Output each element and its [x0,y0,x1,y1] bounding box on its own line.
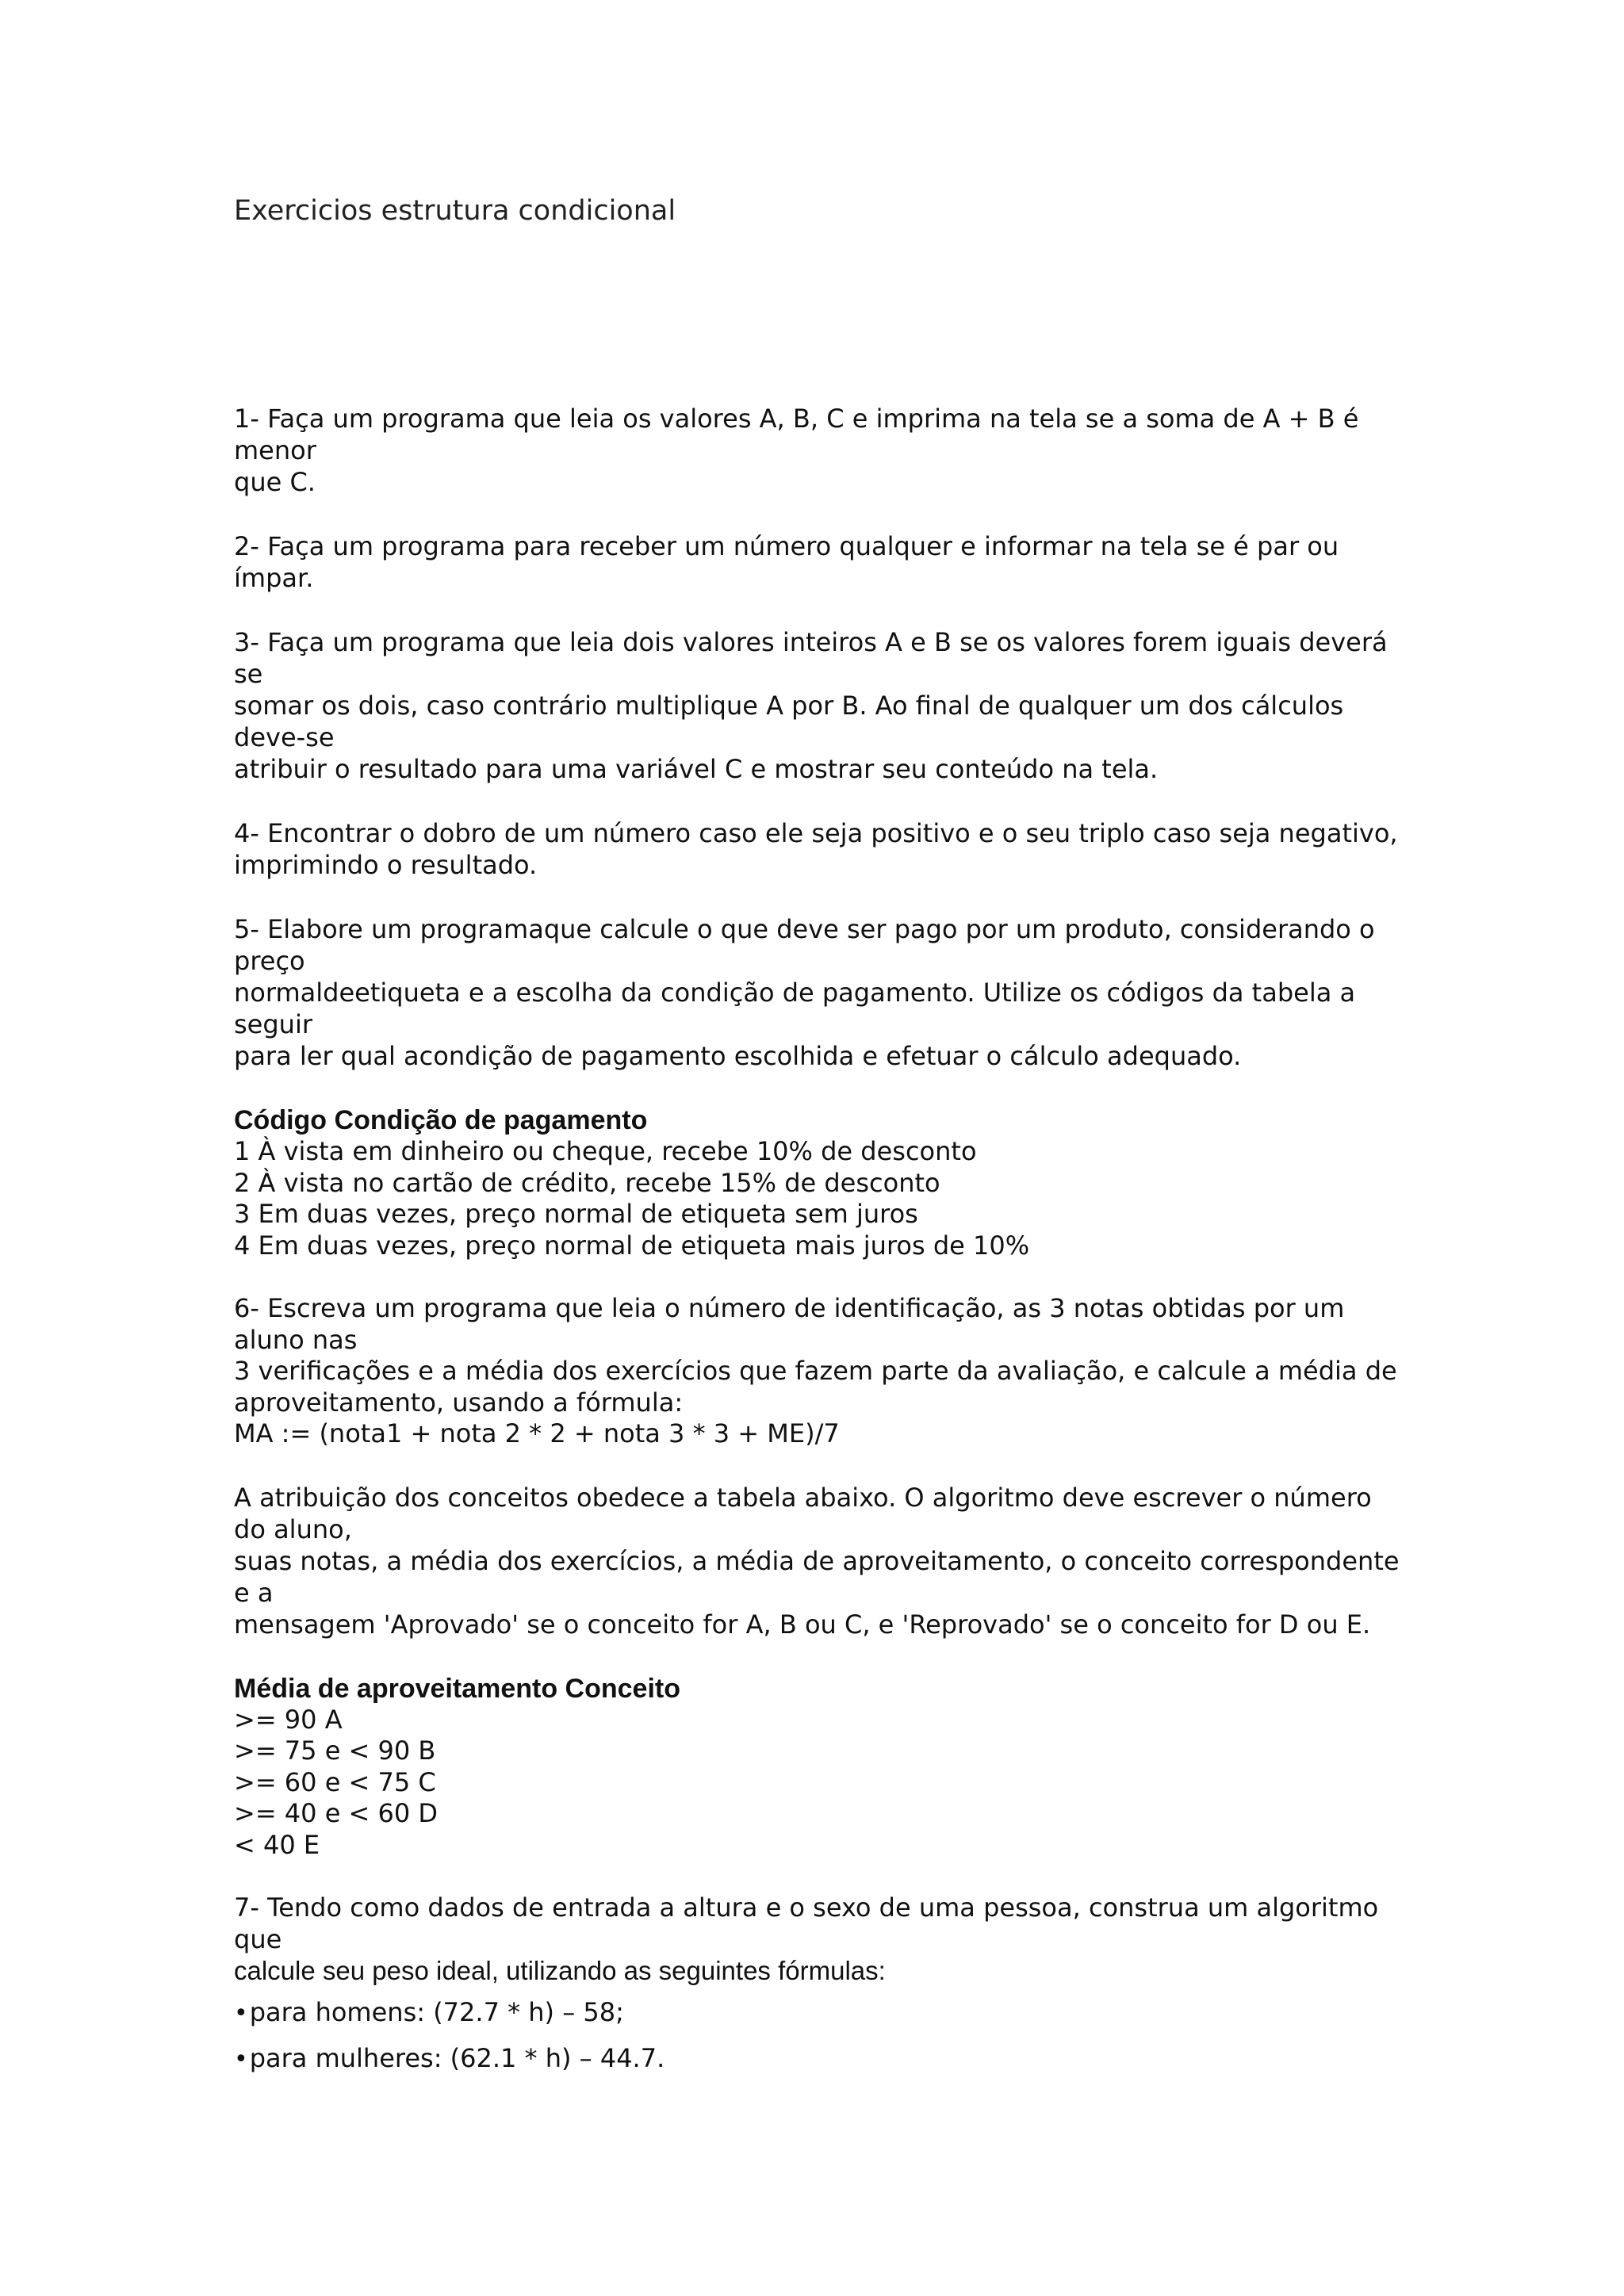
grade-table-row: >= 40 e < 60 D [234,1798,439,1828]
exercise-4: 4- Encontrar o dobro de um número caso ele seja positivo e o seu triplo caso seja negativo, imprimindo o resultado. [234,818,1398,880]
exercise-6 [234,1293,1408,1450]
exercise-6-formula: MA := (nota1 + nota 2 * 2 + nota 3 * 3 + ME)/7 [234,1418,840,1448]
exercise-7-line: 7- Tendo como dados de entrada a altura e o sexo de uma pessoa, construa um algoritmo que [234,1892,1379,1954]
grade-table-row: >= 75 e < 90 B [234,1735,436,1766]
exercise-7-line: calcule seu peso ideal, utilizando as seguintes fórmulas: [234,1956,886,1985]
formula-men: para homens: (72.7 * h) – 58; [249,1996,624,2027]
formula-women: para mulheres: (62.1 * h) – 44.7. [249,2042,665,2073]
exercise-6-assignment: A atribuição dos conceitos obedece a tabela abaixo. O algoritmo deve escrever o número do aluno, suas notas, a média dos exercícios, a média de aproveitamento, o conceito correspondente e a mensagem 'Aprovado' se o conceito for A, B ou C, e 'Reprovado' se o conceito for D ou E. [234,1482,1400,1640]
exercise-1: 1- Faça um programa que leia os valores A, B, C e imprima na tela se a soma de A + B é menor que C. [234,404,1359,497]
grade-concept-table [234,1673,1408,1862]
formula-women-item [234,2042,1408,2076]
grade-table-row: < 40 E [234,1829,320,1860]
exercise-3: 3- Faça um programa que leia dois valores inteiros A e B se os valores forem iguais deverá se somar os dois, caso contrário multiplique A por B. Ao final de qualquer um dos cálculos deve-se atribuir o resultado para uma variável C e mostrar seu conteúdo na tela. [234,627,1388,784]
exercise-6-line: 3 verificações e a média dos exercícios que fazem parte da avaliação, e calcule a média de [234,1356,1397,1386]
exercise-6-line: 6- Escreva um programa que leia o número de identificação, as 3 notas obtidas por um aluno nas [234,1293,1345,1355]
payment-table-row: 4 Em duas vezes, preço normal de etiqueta mais juros de 10% [234,1230,1030,1261]
formula-men-item [234,1996,1408,2030]
payment-table-heading: Código Condição de pagamento [234,1105,648,1135]
payment-table-row: 3 Em duas vezes, preço normal de etiqueta sem juros [234,1199,918,1229]
payment-conditions-table [234,1104,1408,1261]
exercise-5: 5- Elabore um programaque calcule o que deve ser pago por um produto, considerando o preço normaldeetiqueta e a escolha da condição de pagamento. Utilize os códigos da tabela a seguir para ler qual acondição de pagamento escolhida e efetuar o cálculo adequado. [234,914,1375,1071]
grade-table-row: >= 60 e < 75 C [234,1766,436,1797]
exercise-7 [234,1892,1408,2076]
bullet-icon: • [234,1999,248,2027]
exercise-list [234,403,1408,2088]
bullet-icon: • [234,2045,248,2073]
exercise-6-line: aproveitamento, usando a fórmula: [234,1387,684,1418]
grade-table-row: >= 90 A [234,1704,343,1735]
document-title: Exercicios estrutura condicional [234,195,676,227]
payment-table-row: 2 À vista no cartão de crédito, recebe 15% de desconto [234,1167,940,1198]
exercise-2: 2- Faça um programa para receber um número qualquer e informar na tela se é par ou ímpar. [234,531,1339,593]
payment-table-row: 1 À vista em dinheiro ou cheque, recebe 10% de desconto [234,1136,977,1166]
grade-table-heading: Média de aproveitamento Conceito [234,1673,680,1704]
